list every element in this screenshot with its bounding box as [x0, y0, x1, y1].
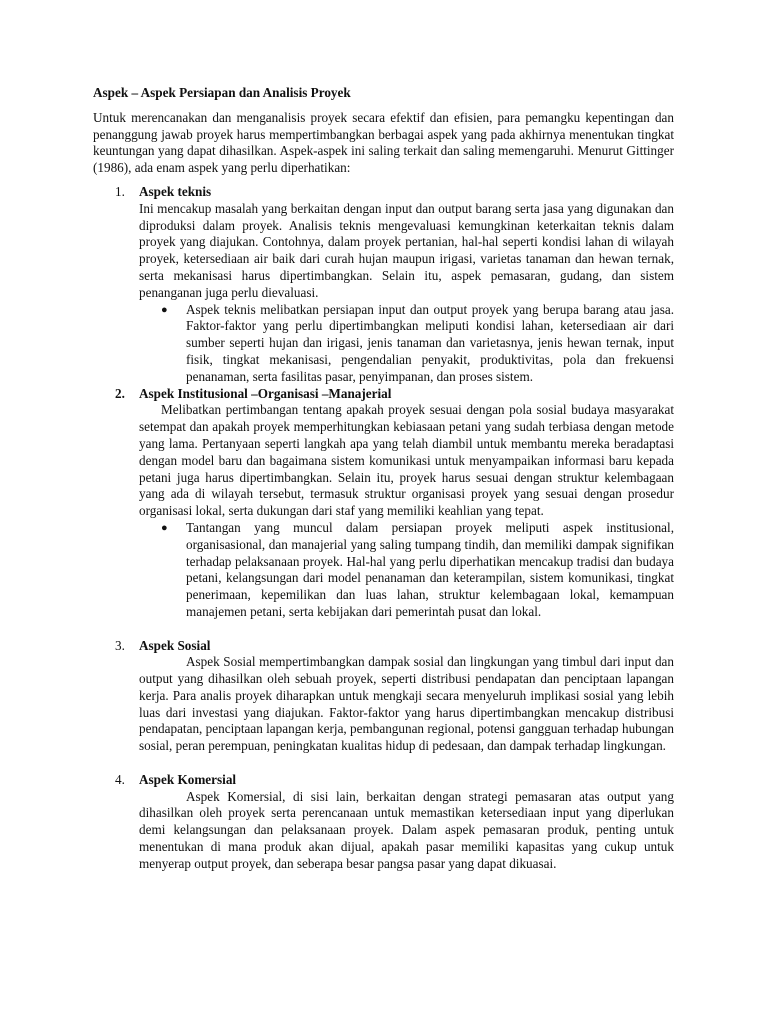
- section-heading: Aspek Sosial: [139, 637, 211, 653]
- aspect-list: [93, 184, 674, 873]
- section-number: 1.: [115, 183, 125, 199]
- intro-paragraph: Untuk merencanakan dan menganalisis proyek secara efektif dan efisien, para pemangku kepentingan dan penanggung jawab proyek harus mempertimbangkan berbagai aspek yang pada akhirnya menentukan tingkat keuntungan yang dapat dihasilkan. Aspek-aspek ini saling terkait dan saling memengaruhi. Menurut Gittinger (1986), ada enam aspek yang perlu diperhatikan:: [93, 109, 674, 176]
- section-body: Ini mencakup masalah yang berkaitan dengan input dan output barang serta jasa yang digunakan dan diproduksi dalam proyek. Analisis teknis mengevaluasi kemungkinan keterkaitan teknis dalam proyek yang diajukan. Contohnya, dalam proyek pertanian, hal-hal seperti kondisi lahan di wilayah proyek, ketersediaan air baik dari curah hujan maupun irigasi, varietas tanaman dan hewan ternak, serta mekanisasi harus dipertimbangkan. Selain itu, aspek pemasaran, gudang, dan sistem penanganan juga perlu dievaluasi.: [139, 200, 674, 300]
- bullet-list: [139, 302, 674, 386]
- bullet-item: [139, 520, 674, 621]
- section-body: Aspek Komersial, di sisi lain, berkaitan dengan strategi pemasaran atas output yang dihasilkan oleh proyek serta perencanaan untuk memastikan ketersediaan input yang diperlukan demi kelangsungan dan pelaksanaan proyek. Dalam aspek pemasaran produk, penting untuk menentukan di mana produk akan dijual, apakah pasar memiliki kapasitas yang cukup untuk menyerap output proyek, dan seberapa besar pangsa pasar yang dapat dikuasai.: [139, 788, 674, 871]
- section-heading: Aspek teknis: [139, 183, 212, 199]
- section-number: 3.: [115, 637, 125, 653]
- spacer: [139, 755, 674, 772]
- document-page: [93, 85, 674, 873]
- section-commercial: [93, 772, 674, 873]
- bullet-text: Tantangan yang muncul dalam persiapan proyek meliputi aspek institusional, organisasional, dan manajerial yang saling tumpang tindih, dan memiliki dampak signifikan terhadap pelaksanaan proyek. Hal-hal yang perlu diperhatikan mencakup tradisi dan budaya petani, kelangsungan dari model penanaman dan keterampilan, sistem komunikasi, tingkat penerimaan, kepemilikan dan luas lahan, struktur kelembagaan lokal, kemampuan manajemen petani, serta kebijakan dari pemerintah pusat dan lokal.: [186, 519, 674, 619]
- bullet-item: [139, 302, 674, 386]
- section-institutional: [93, 386, 674, 638]
- document-title: Aspek – Aspek Persiapan dan Analisis Proyek: [93, 85, 351, 100]
- section-number: 2.: [115, 385, 125, 401]
- bullet-list: [139, 520, 674, 621]
- section-body: Aspek Sosial mempertimbangkan dampak sosial dan lingkungan yang timbul dari input dan output yang dihasilkan oleh sebuah proyek, seperti distribusi pendapatan dan penciptaan lapangan kerja. Para analis proyek diharapkan untuk mengkaji secara menyeluruh implikasi sosial yang lebih luas dari investasi yang diajukan. Faktor-faktor yang harus dipertimbangkan mencakup distribusi pendapatan, penciptaan lapangan kerja, pembangunan regional, potensi gangguan terhadap hubungan sosial, peran perempuan, peningkatan kualitas hidup di pedesaan, dan dampak terhadap lingkungan.: [139, 654, 674, 754]
- bullet-icon: ●: [161, 521, 168, 534]
- spacer: [139, 621, 674, 638]
- section-social: [93, 638, 674, 772]
- section-heading: Aspek Komersial: [139, 771, 237, 787]
- bullet-text: Aspek teknis melibatkan persiapan input dan output proyek yang berupa barang atau jasa. Faktor-faktor yang perlu dipertimbangkan meliputi kondisi lahan, ketersediaan air dari sumber seperti hujan dan irigasi, jenis tanaman dan varietasnya, jenis hewan ternak, input fisik, tingkat mekanisasi, pengendalian penyakit, produktivitas, pola dan frekuensi penanaman, serta fasilitas pasar, penyimpanan, dan proses sistem.: [186, 301, 674, 384]
- section-heading: Aspek Institusional –Organisasi –Manajerial: [139, 385, 392, 401]
- bullet-icon: ●: [161, 303, 168, 316]
- section-technical: [93, 184, 674, 386]
- section-number: 4.: [115, 771, 125, 787]
- section-body: Melibatkan pertimbangan tentang apakah proyek sesuai dengan pola sosial budaya masyarakat setempat dan apakah proyek memperhitungkan kebiasaan petani yang sudah terbiasa dengan metode yang lama. Pertanyaan seperti langkah apa yang telah diambil untuk membantu mereka beradaptasi dengan model baru dan bagaimana sistem komunikasi untuk menyampaikan informasi baru kepada petani juga harus dipertimbangkan. Selain itu, proyek harus sesuai dengan struktur kelembagaan yang ada di wilayah tersebut, termasuk struktur organisasi proyek yang sesuai dengan prosedur organisasi lokal, serta dukungan dari staf yang memiliki keahlian yang tepat.: [139, 402, 674, 519]
